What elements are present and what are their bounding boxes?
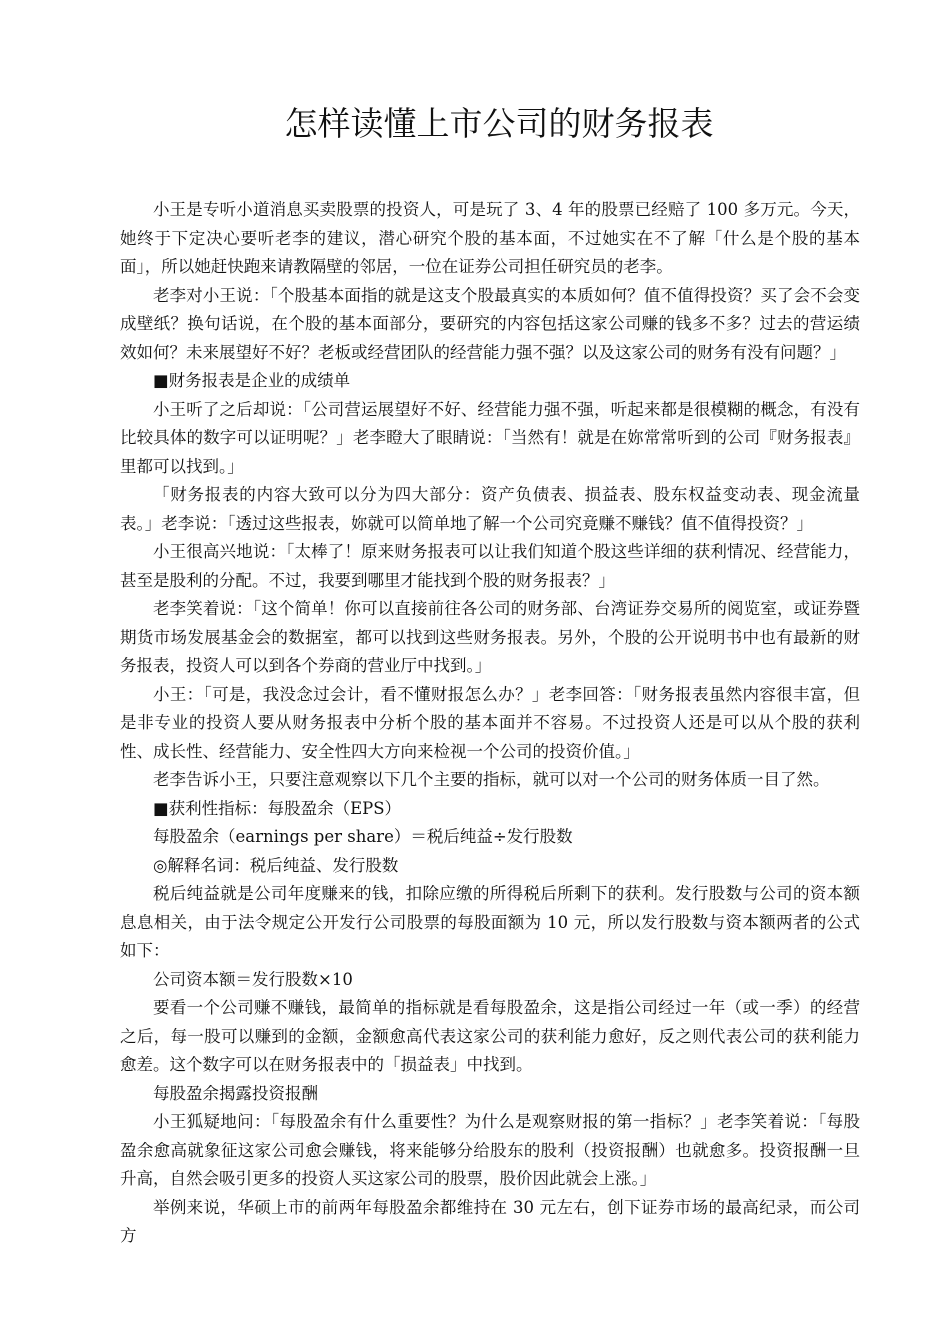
paragraph: 举例来说，华硕上市的前两年每股盈余都维持在 30 元左右，创下证券市场的最高纪录，而公司方 (120, 1197, 860, 1245)
paragraph: 「财务报表的内容大致可以分为四大部分：资产负债表、损益表、股东权益变动表、现金流量表。」老李说：「透过这些报表，妳就可以简单地了解一个公司究竟赚不赚钱？值不值得投资？」 (120, 485, 860, 533)
section-heading: ■财务报表是企业的成绩单 (153, 371, 351, 390)
section-heading: ■获利性指标：每股盈余（EPS） (153, 798, 402, 818)
paragraph: 老李告诉小王，只要注意观察以下几个主要的指标，就可以对一个公司的财务体质一目了然。 (153, 770, 830, 789)
paragraph: 小王：「可是，我没念过会计，看不懂财报怎么办？」老李回答：「财务报表虽然内容很丰富，但是非专业的投资人要从财务报表中分析个股的基本面并不容易。不过投资人还是可以从个股的获利性、成长性、经营能力、安全性四大方向来检视一个公司的投资价值。」 (120, 684, 860, 761)
paragraph: 小王是专听小道消息买卖股票的投资人，可是玩了 3、4 年的股票已经赔了 100 多万元。今天，她终于下定决心要听老李的建议，潜心研究个股的基本面，不过她实在不了解「什么是个股的基本面」，所以她赶快跑来请教隔壁的邻居，一位在证券公司担任研究员的老李。 (120, 200, 860, 276)
paragraph: 要看一个公司赚不赚钱，最简单的指标就是看每股盈余，这是指公司经过一年（或一季）的经营之后，每一股可以赚到的金额，金额愈高代表这家公司的获利能力愈好，反之则代表公司的获利能力愈差。这个数字可以在财务报表中的「损益表」中找到。 (120, 998, 860, 1074)
document-title: 怎样读懂上市公司的财务报表 (284, 104, 714, 143)
paragraph: 小王听了之后却说：「公司营运展望好不好、经营能力强不强，听起来都是很模糊的概念，有没有比较具体的数字可以证明呢？」老李瞪大了眼睛说：「当然有！就是在妳常常听到的公司『财务报表』里都可以找到。」 (120, 399, 860, 476)
paragraph: 小王狐疑地问：「每股盈余有什么重要性？为什么是观察财报的第一指标？」老李笑着说：「每股盈余愈高就象征这家公司愈会赚钱，将来能够分给股东的股利（投资报酬）也就愈多。投资报酬一旦升高，自然会吸引更多的投资人买这家公司的股票，股价因此就会上涨。」 (120, 1112, 860, 1188)
paragraph: 老李笑着说：「这个简单！你可以直接前往各公司的财务部、台湾证券交易所的阅览室，或证券暨期货市场发展基金会的数据室，都可以找到这些财务报表。另外，个股的公开说明书中也有最新的财务报表，投资人可以到各个券商的营业厅中找到。」 (120, 599, 860, 675)
document-body (120, 196, 860, 1251)
subheading: 每股盈余揭露投资报酬 (153, 1083, 318, 1103)
paragraph: 小王很高兴地说：「太棒了！原来财务报表可以让我们知道个股这些详细的获利情况、经营能力，甚至是股利的分配。不过，我要到哪里才能找到个股的财务报表？」 (120, 542, 860, 590)
formula: 每股盈余（earnings per share）＝税后纯益÷发行股数 (153, 827, 573, 846)
paragraph: 税后纯益就是公司年度赚来的钱，扣除应缴的所得税后所剩下的获利。发行股数与公司的资本额息息相关，由于法令规定公开发行公司股票的每股面额为 10 元，所以发行股数与资本额两者的公式如下： (120, 884, 860, 960)
paragraph: 老李对小王说：「个股基本面指的就是这支个股最真实的本质如何？值不值得投资？买了会不会变成壁纸？换句话说，在个股的基本面部分，要研究的内容包括这家公司赚的钱多不多？过去的营运绩效如何？未来展望好不好？老板或经营团队的经营能力强不强？以及这家公司的财务有没有问题？」 (120, 285, 860, 362)
formula: 公司资本额＝发行股数×10 (153, 969, 353, 989)
term-heading: ◎解释名词：税后纯益、发行股数 (153, 855, 399, 875)
